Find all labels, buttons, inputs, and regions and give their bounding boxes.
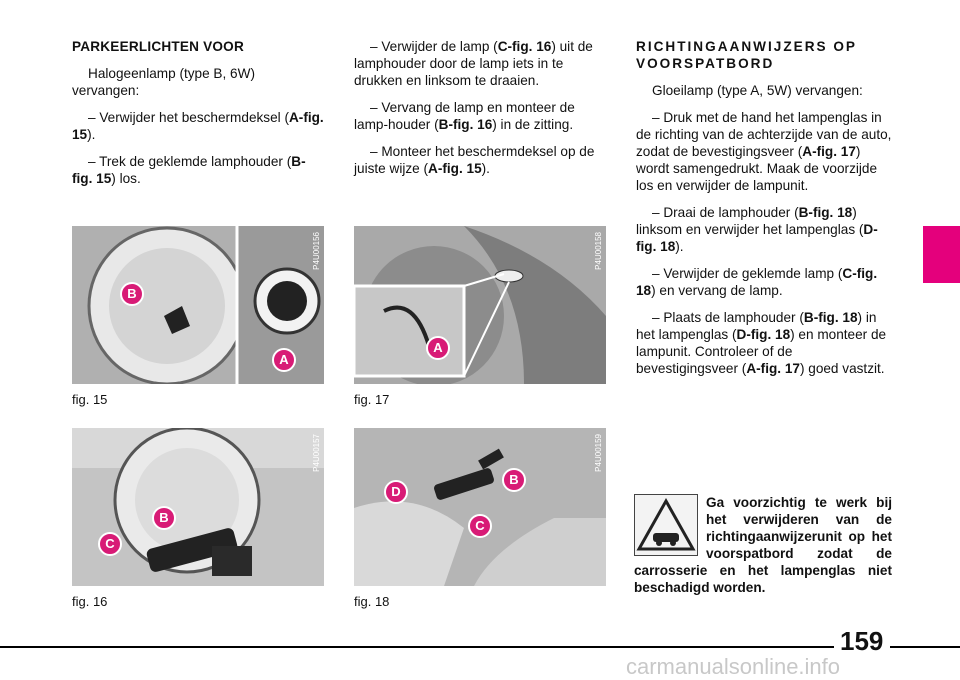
- figure-17-image: [354, 226, 606, 384]
- marker-b: B: [152, 506, 176, 530]
- page-number: 159: [840, 626, 884, 656]
- hands-lamp-illustration: [354, 428, 606, 586]
- paragraph: Gloeilamp (type A, 5W) vervangen:: [652, 83, 863, 98]
- warning-box: [634, 494, 892, 596]
- marker-b: B: [120, 282, 144, 306]
- paragraph: – Monteer het beschermdeksel op de juiste wijze (A-fig. 15).: [354, 144, 595, 176]
- paragraph: – Druk met de hand het lampenglas in de richting van de achterzijde van de auto, zodat de bevestigingsveer (A-fig. 17) wordt samengedrukt. Maak de voorzijde los en verwijder de lampunit.: [636, 110, 892, 193]
- figure-code: P4U00158: [594, 232, 603, 270]
- section-heading-richtingaanwijzers: RICHTINGAANWIJZERS OP VOORSPATBORD: [636, 39, 857, 71]
- paragraph: – Plaats de lamphouder (B-fig. 18) in het lampenglas (D-fig. 18) en monteer de lampunit. Controleer of de bevestigingsveer (A-fig. 17) goed vastzit.: [636, 310, 887, 376]
- paragraph: Halogeenlamp (type B, 6W) vervangen:: [72, 66, 255, 98]
- paragraph: – Trek de geklemde lamphouder (B-fig. 15) los.: [72, 154, 306, 186]
- marker-c: C: [98, 532, 122, 556]
- figure-code: P4U00159: [594, 434, 603, 472]
- marker-a: A: [272, 348, 296, 372]
- lamp-holder-illustration: [72, 428, 324, 586]
- warning-text: Ga voorzichtig te werk bij het verwijderen van de richtingaanwijzerunit op het voorspatbord zodat de carrosserie en het lampenglas niet beschadigd worden.: [634, 495, 892, 595]
- figure-18-caption: fig. 18: [354, 594, 390, 609]
- paragraph: – Draai de lamphouder (B-fig. 18) linksom en verwijder het lampenglas (D-fig. 18).: [636, 205, 878, 254]
- figure-code: P4U00157: [312, 434, 321, 472]
- figure-17-caption: fig. 17: [354, 392, 390, 407]
- paragraph: – Vervang de lamp en monteer de lamp-houder (B-fig. 16) in de zitting.: [354, 100, 575, 132]
- figure-18-image: [354, 428, 606, 586]
- fender-illustration: [354, 226, 606, 384]
- paragraph: – Verwijder het beschermdeksel (A-fig. 15).: [72, 110, 324, 142]
- section-heading-parkeerlichten: PARKEERLICHTEN VOOR: [72, 39, 244, 54]
- paragraph: – Verwijder de lamp (C-fig. 16) uit de lamphouder door de lamp iets in te drukken en linksom te draaien.: [354, 39, 593, 88]
- figure-16-image: [72, 428, 324, 586]
- divider-line: [0, 646, 834, 648]
- column-2: [354, 38, 606, 187]
- figure-code: P4U00156: [312, 232, 321, 270]
- column-1: [72, 38, 324, 197]
- marker-b: B: [502, 468, 526, 492]
- warning-car-icon: [634, 494, 698, 556]
- figure-15-caption: fig. 15: [72, 392, 108, 407]
- section-tab-marker: [923, 226, 960, 283]
- figure-16-caption: fig. 16: [72, 594, 108, 609]
- figure-15-image: [72, 226, 324, 384]
- marker-d: D: [384, 480, 408, 504]
- paragraph: – Verwijder de geklemde lamp (C-fig. 18) en vervang de lamp.: [636, 266, 878, 298]
- marker-c: C: [468, 514, 492, 538]
- marker-a: A: [426, 336, 450, 360]
- column-3: [636, 38, 892, 387]
- watermark-text: carmanualsonline.info: [626, 654, 841, 679]
- divider-line: [890, 646, 960, 648]
